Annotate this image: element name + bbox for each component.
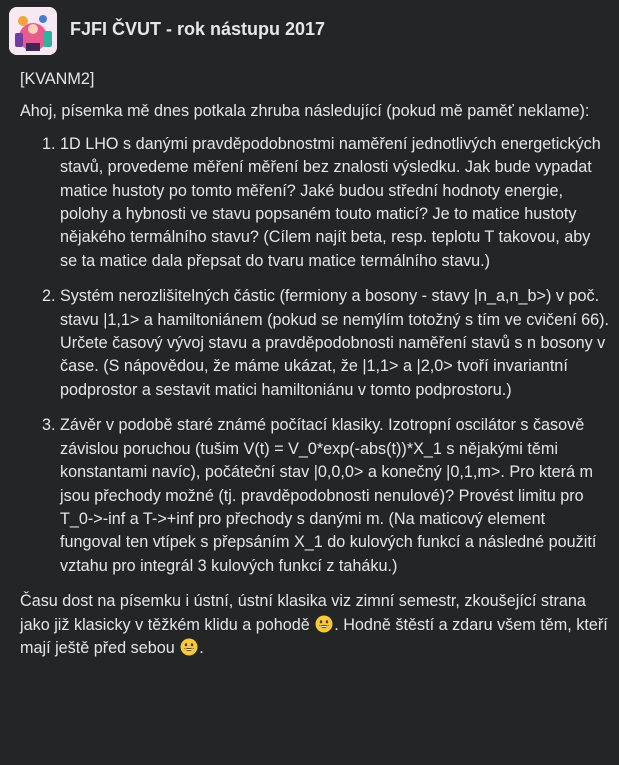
group-avatar[interactable] xyxy=(9,7,57,55)
outro-text-1: Času dost na písemku i ústní, ústní klasika viz zimní semestr, zkoušející strana jako již klasicky v těžkém klidu a pohodě xyxy=(20,592,586,634)
question-list xyxy=(20,133,610,578)
post-header xyxy=(0,0,619,62)
group-title[interactable]: FJFI ČVUT - rok nástupu 2017 xyxy=(70,19,326,39)
grinning-face-icon xyxy=(315,615,333,633)
post-body xyxy=(20,68,610,660)
post-intro: Ahoj, písemka mě dnes potkala zhruba následující (pokud mě paměť neklame): xyxy=(20,102,590,121)
outro-text-3: . xyxy=(199,638,204,657)
group-avatar-illustration xyxy=(9,7,57,55)
outro-text-2: . Hodně štěstí a zdaru všem těm, kteří mají ještě před sebou xyxy=(20,615,608,657)
question-item: 3. Závěr v podobě staré známé počítací klasiky. Izotropní oscilátor s časově závislou poruchou (tušim V(t) = V_0*exp(-abs(t))*X_1 s nějakými těmi konstantami navíc), počáteční stav |0,0,0> a konečný |0,1,m>. Pro která m jsou přechody možné (tj. pravděpodobnosti nenulové)? Provést limitu pro T_0->-inf a T->+inf pro přechody s danými m. (Na maticový element fungoval ten vtípek s přepsáním X_1 do kulových funkcí a následné použití vztahu pro integrál 3 kulových funkcí z taháku.) xyxy=(60,414,610,578)
post-outro xyxy=(20,590,610,660)
question-item: 1. 1D LHO s danými pravděpodobnostmi naměření jednotlivých energetických stavů, provedeme měření měření bez znalosti výsledku. Jak bude vypadat matice hustoty po tomto měření? Jaké budou střední hodnoty energie, polohy a hybnosti ve stavu popsaném touto maticí? Je to matice hustoty nějakého termálního stavu? (Cílem najít beta, resp. teplotu T takovou, aby se ta matice dala přepsat do tvaru matice termálního stavu.) xyxy=(60,133,610,273)
post-tag: [KVANM2] xyxy=(20,70,95,88)
grinning-face-icon xyxy=(180,638,198,656)
question-item: 2. Systém nerozlišitelných částic (fermiony a bosony - stavy |n_a,n_b>) v poč. stavu |1,1> a hamiltoniánem (pokud se nemýlím totožný s tím ve cvičení 66). Určete časový vývoj stavu a pravděpodobnosti naměření stavů s n bosony v čase. (S nápovědou, že máme ukázat, že |1,1> a |2,0> tvoří invariantní podprostor a sestavit matici hamiltoniánu v tomto podprostoru.) xyxy=(60,285,610,402)
